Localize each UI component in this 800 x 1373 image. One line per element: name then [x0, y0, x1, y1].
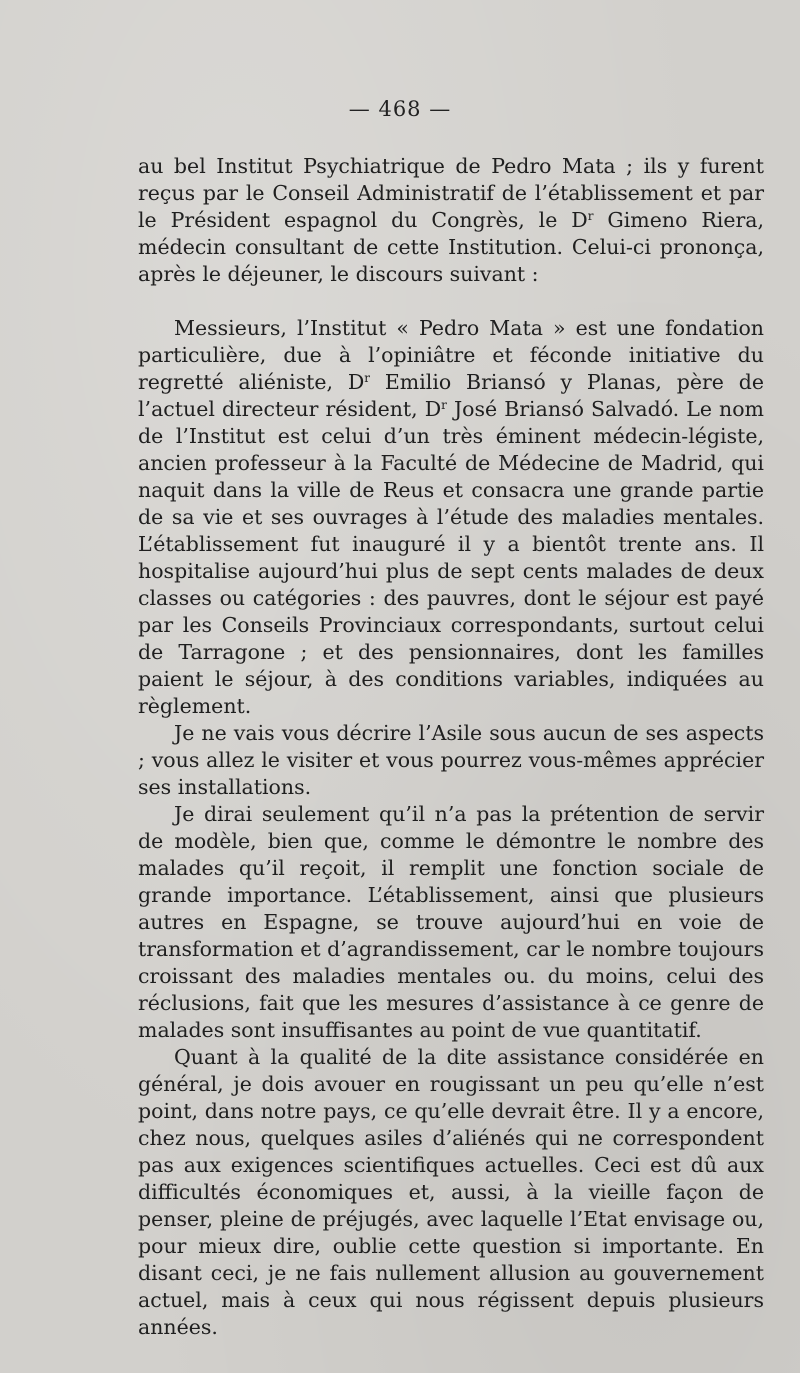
page-number: — 468 —	[348, 97, 452, 121]
body-text	[138, 153, 764, 1341]
paragraph-4: Je dirai seulement qu’il n’a pas la prétention de servir de modèle, bien que, comme le démontre le nombre des malades qu’il reçoit, il remplit une fonction sociale de grande importance. L’établissement, ainsi que plusieurs autres en Espagne, se trouve aujourd’hui en voie de transformation et d’agrandissement, car le nombre toujours croissant des maladies mentales ou. du moins, celui des réclusions, fait que les mesures d’assistance à ce genre de malades sont insuffisantes au point de vue quantitatif.	[138, 802, 765, 1042]
paragraph-2: Messieurs, l’Institut « Pedro Mata » est une fondation particulière, due à l’opiniâtre et féconde initiative du regretté aliéniste, $D^r$ Emilio Briansó y Planas, père de l’actuel directeur résident, $D^r$ José Briansó Salvadó. Le nom de l’Institut est celui d’un très éminent médecin-légiste, ancien professeur à la Faculté de Médecine de Madrid, qui naquit dans la ville de Reus et consacra une grande partie de sa vie et ses ouvrages à l’étude des maladies mentales. L’établissement fut inauguré il y a bientôt trente ans. Il hospitalise aujourd’hui plus de sept cents malades de deux classes ou catégories : des pauvres, dont le séjour est payé par les Conseils Provinciaux correspondants, surtout celui de Tarragone ; et des pensionnaires, dont les familles paient le séjour, à des conditions variables, indiquées au règlement.	[138, 316, 765, 718]
paragraph-1: au bel Institut Psychiatrique de Pedro Mata ; ils y furent reçus par le Conseil Administratif de l’établissement et par le Président espagnol du Congrès, le $D^r$ Gimeno Riera, médecin consultant de cette Institution. Celui-ci prononça, après le déjeuner, le discours suivant :	[138, 154, 764, 286]
paragraph-5: Quant à la qualité de la dite assistance considérée en général, je dois avouer en rougissant un peu qu’elle n’est point, dans notre pays, ce qu’elle devrait être. Il y a encore, chez nous, quelques asiles d’aliénés qui ne correspondent pas aux exigences scientifiques actuelles. Ceci est dû aux difficultés économiques et, aussi, à la vieille façon de penser, pleine de préjugés, avec laquelle l’Etat envisage ou, pour mieux dire, oublie cette question si importante. En disant ceci, je ne fais nullement allusion au gouvernement actuel, mais à ceux qui nous régissent depuis plusieurs années.	[138, 1045, 764, 1339]
paragraph-3: Je ne vais vous décrire l’Asile sous aucun de ses aspects ; vous allez le visiter et vous pourrez vous-mêmes apprécier ses installations.	[138, 721, 764, 799]
